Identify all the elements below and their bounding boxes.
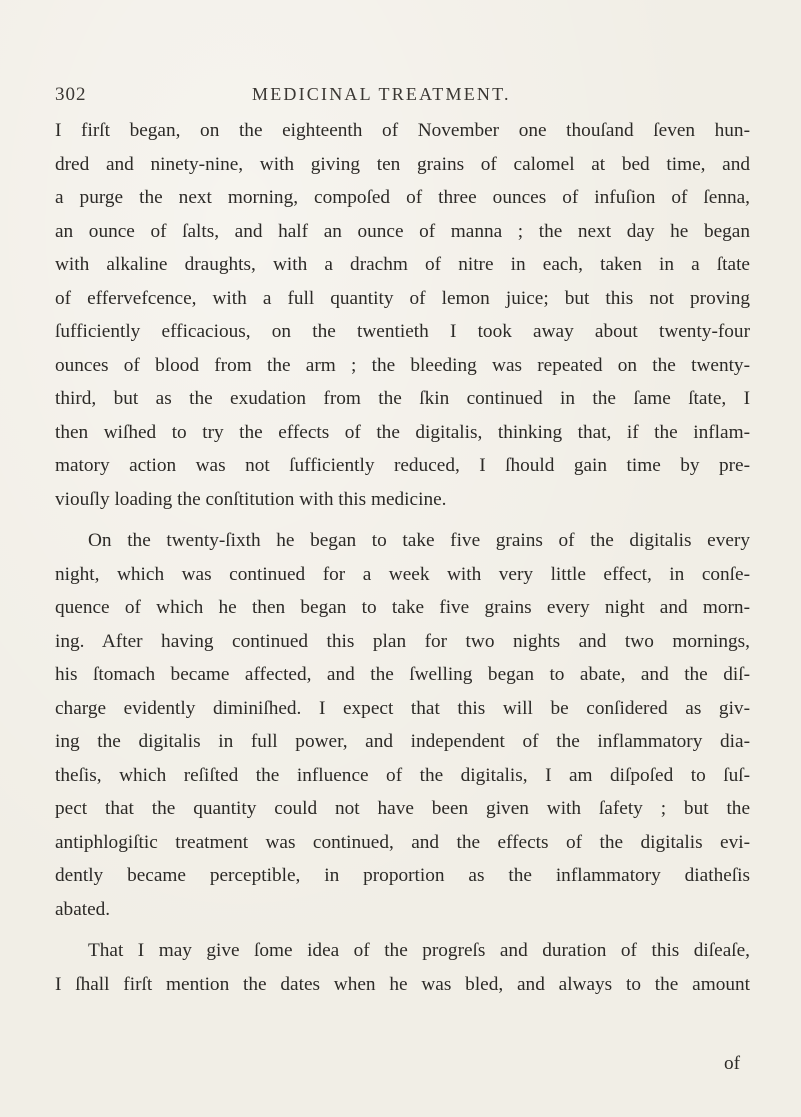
text-line: of effervefcence, with a full quantity of lemon juice; but this not proving <box>55 287 750 309</box>
text-line: That I may give ſome idea of the progreſs and duration of this diſeaſe, <box>88 940 750 961</box>
text-line: antiphlogiſtic treatment was continued, and the effects of the digitalis evi- <box>55 831 750 853</box>
paragraph-1 <box>55 114 750 516</box>
text-line: dred and ninety-nine, with giving ten grains of calomel at bed time, and <box>55 153 750 175</box>
text-line: abated. <box>55 898 111 920</box>
text-line: viouſly loading the conſtitution with this medicine. <box>55 488 447 510</box>
text-line: ſufficiently efficacious, on the twentieth I took away about twenty-four <box>55 321 750 342</box>
running-header <box>252 84 752 105</box>
text-line: ing. After having continued this plan for two nights and two mornings, <box>55 630 750 652</box>
text-line: a purge the next morning, compoſed of three ounces of infuſion of ſenna, <box>55 187 750 208</box>
text-line: third, but as the exudation from the ſkin continued in the ſame ſtate, I <box>55 388 750 409</box>
running-head-title: MEDICINAL TREATMENT. <box>252 84 511 104</box>
text-line: with alkaline draughts, with a drachm of nitre in each, taken in a ſtate <box>55 254 750 275</box>
text-line: On the twenty-ſixth he began to take five grains of the digitalis every <box>88 530 750 551</box>
text-line: I firſt began, on the eighteenth of November one thouſand ſeven hun- <box>55 120 750 141</box>
text-line: charge evidently diminiſhed. I expect that this will be conſidered as giv- <box>55 697 750 719</box>
body-text <box>55 114 750 1001</box>
text-line: I ſhall firſt mention the dates when he was bled, and always to the amount <box>55 973 750 995</box>
text-line: pect that the quantity could not have been given with ſafety ; but the <box>55 798 750 819</box>
text-line: quence of which he then began to take five grains every night and morn- <box>55 597 750 618</box>
text-line: night, which was continued for a week with very little effect, in conſe- <box>55 563 750 585</box>
text-line: then wiſhed to try the effects of the digitalis, thinking that, if the inflam- <box>55 421 750 443</box>
text-line: an ounce of ſalts, and half an ounce of manna ; the next day he began <box>55 220 750 242</box>
paragraph-3 <box>55 934 750 1001</box>
text-line: ing the digitalis in full power, and independent of the inflammatory dia- <box>55 731 750 752</box>
text-line: his ſtomach became affected, and the ſwelling began to abate, and the diſ- <box>55 664 750 685</box>
catchword: of <box>724 1053 741 1074</box>
text-line: matory action was not ſufficiently reduced, I ſhould gain time by pre- <box>55 455 750 476</box>
paragraph-2 <box>55 524 750 926</box>
text-line: theſis, which reſiſted the influence of the digitalis, I am diſpoſed to ſuſ- <box>55 764 750 786</box>
page-number: 302 <box>55 84 87 105</box>
text-line: ounces of blood from the arm ; the bleeding was repeated on the twenty- <box>55 354 750 376</box>
text-line: dently became perceptible, in proportion as the inflammatory diatheſis <box>55 865 750 886</box>
